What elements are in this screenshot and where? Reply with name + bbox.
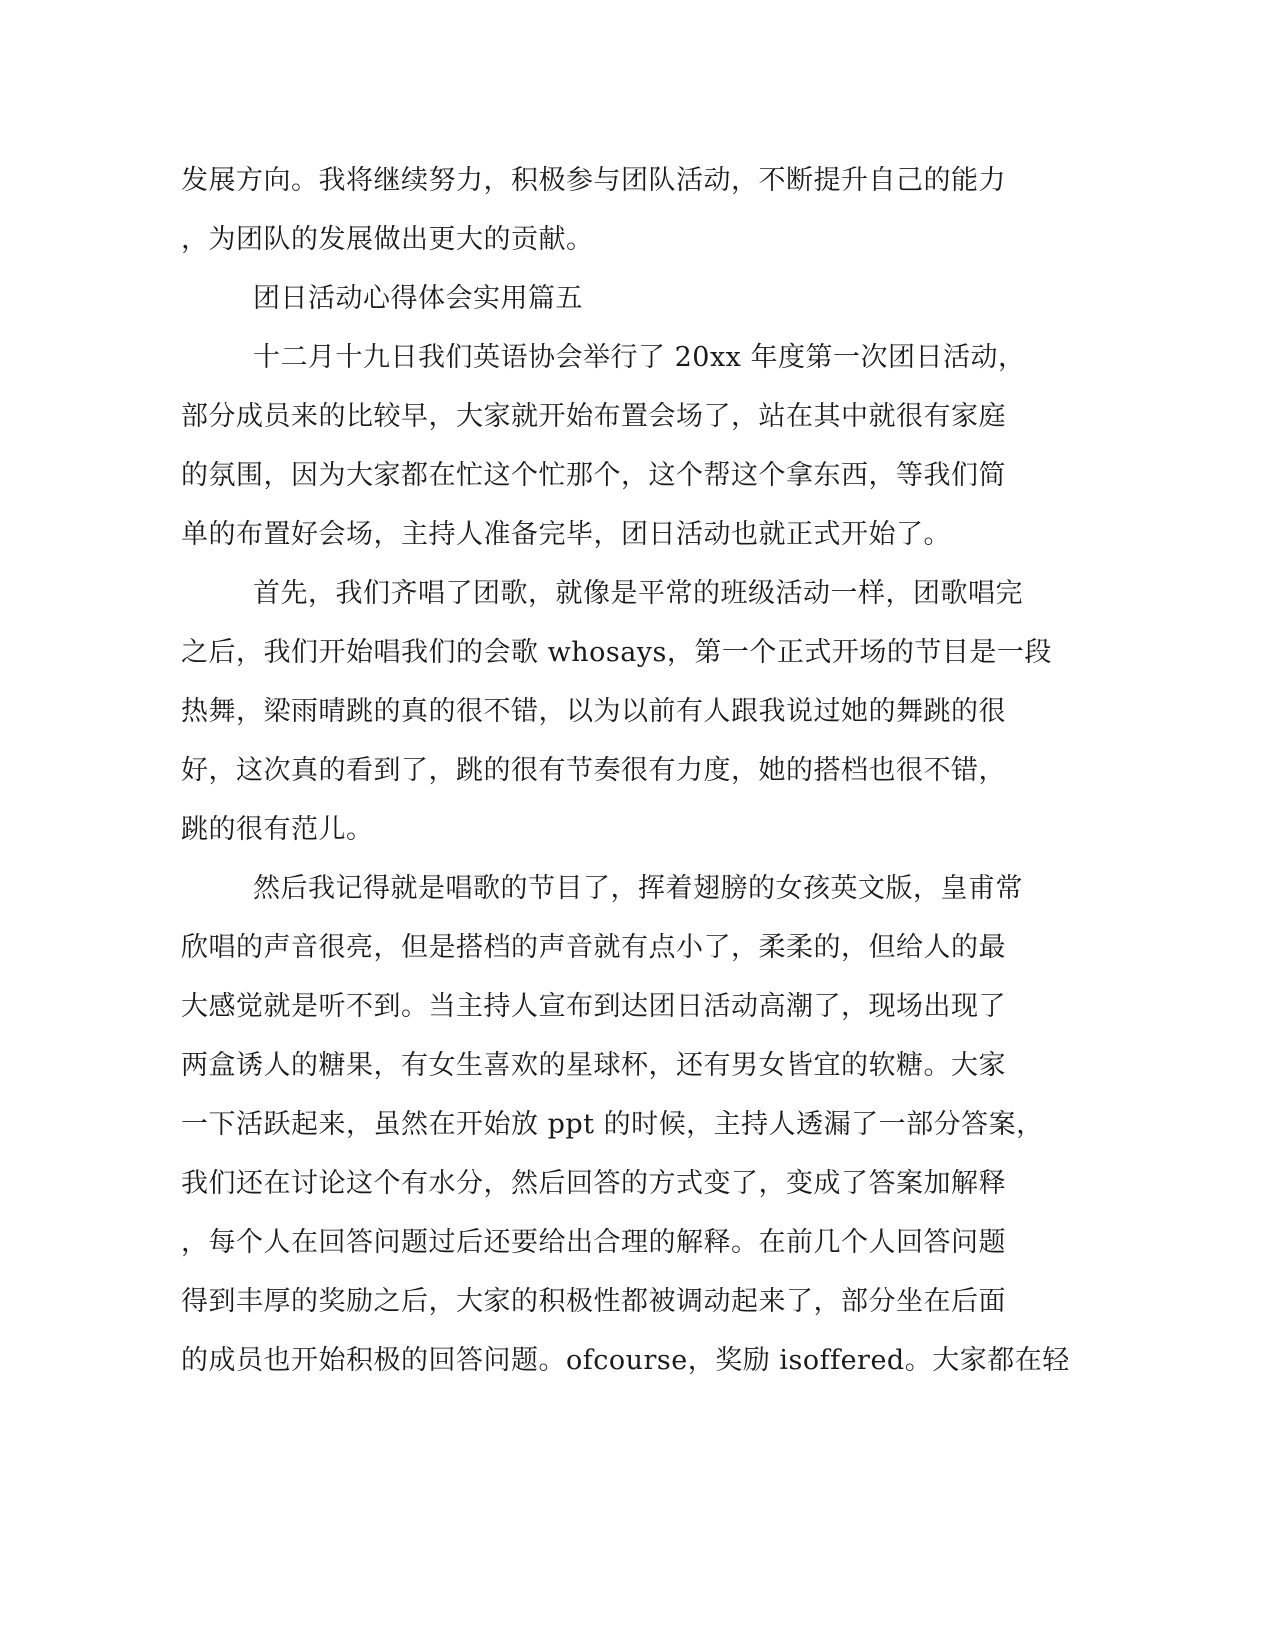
text-line: 的成员也开始积极的回答问题。ofcourse，奖励 isoffered。大家都在轻 — [181, 1345, 1070, 1376]
text-line: ，每个人在回答问题过后还要给出合理的解释。在前几个人回答问题 — [181, 1227, 1006, 1258]
text-line: 热舞，梁雨晴跳的真的很不错，以为以前有人跟我说过她的舞跳的很 — [181, 696, 1006, 727]
text-line: 十二月十九日我们英语协会举行了 20xx 年度第一次团日活动， — [253, 342, 1026, 373]
text-line: 两盒诱人的糖果，有女生喜欢的星球杯，还有男女皆宜的软糖。大家 — [181, 1050, 1006, 1081]
section-heading: 团日活动心得体会实用篇五 — [253, 283, 583, 314]
text-line: ，为团队的发展做出更大的贡献。 — [181, 224, 594, 255]
text-line: 之后，我们开始唱我们的会歌 whosays，第一个正式开场的节目是一段 — [181, 637, 1052, 668]
text-line: 欣唱的声音很亮，但是搭档的声音就有点小了，柔柔的，但给人的最 — [181, 932, 1006, 963]
text-line: 然后我记得就是唱歌的节目了，挥着翅膀的女孩英文版，皇甫常 — [253, 873, 1023, 904]
text-line: 首先，我们齐唱了团歌，就像是平常的班级活动一样，团歌唱完 — [253, 578, 1023, 609]
text-line: 跳的很有范儿。 — [181, 814, 374, 845]
text-line: 我们还在讨论这个有水分，然后回答的方式变了，变成了答案加解释 — [181, 1168, 1006, 1199]
text-line: 部分成员来的比较早，大家就开始布置会场了，站在其中就很有家庭 — [181, 401, 1006, 432]
text-line: 一下活跃起来，虽然在开始放 ppt 的时候，主持人透漏了一部分答案， — [181, 1109, 1044, 1140]
text-line: 得到丰厚的奖励之后，大家的积极性都被调动起来了，部分坐在后面 — [181, 1286, 1006, 1317]
text-line: 的氛围，因为大家都在忙这个忙那个，这个帮这个拿东西，等我们简 — [181, 460, 1006, 491]
text-line: 发展方向。我将继续努力，积极参与团队活动，不断提升自己的能力 — [181, 165, 1006, 196]
text-line: 单的布置好会场，主持人准备完毕，团日活动也就正式开始了。 — [181, 519, 951, 550]
text-line: 大感觉就是听不到。当主持人宣布到达团日活动高潮了，现场出现了 — [181, 991, 1006, 1022]
text-line: 好，这次真的看到了，跳的很有节奏很有力度，她的搭档也很不错， — [181, 755, 1006, 786]
